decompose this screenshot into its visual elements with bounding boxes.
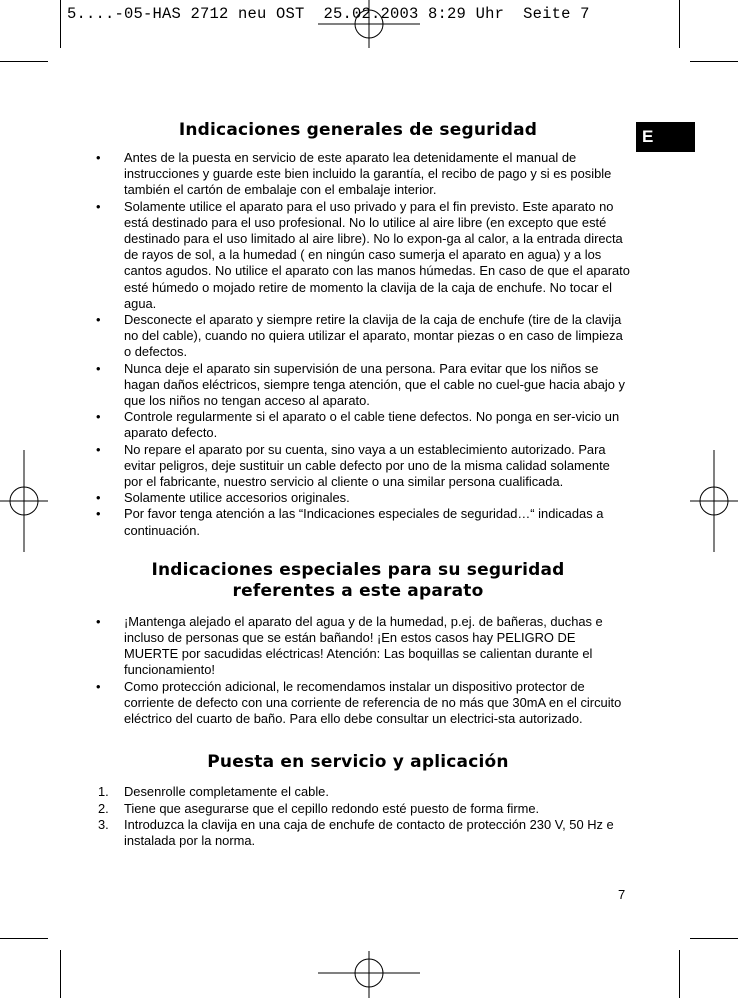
list-item: • Desconecte el aparato y siempre retire la clavija de la caja de enchufe (tire de la clavija no del cable), cuando no quiera utilizar el aparato, montar piezas o en caso de limpieza o defectos. bbox=[84, 312, 632, 361]
page-number: 7 bbox=[618, 887, 626, 902]
operation-steps-list bbox=[84, 784, 632, 849]
list-item: • Controle regularmente si el aparato o el cable tiene defectos. No ponga en ser-vicio un aparato defecto. bbox=[84, 409, 632, 441]
list-item bbox=[84, 784, 632, 800]
list-item: • Como protección adicional, le recomendamos instalar un dispositivo protector de corriente de defecto con una corriente de referencia de no más que 30mA en el circuito eléctrico del cuarto de baño. Para ello debe consultar un electrici-sta autorizado. bbox=[84, 679, 632, 728]
step-text: Tiene que asegurarse que el cepillo redondo esté puesto de forma firme. bbox=[124, 800, 540, 816]
section-title-line: referentes a este aparato bbox=[232, 580, 484, 601]
crop-mark-top-right-vertical bbox=[679, 0, 680, 48]
step-number: 1. bbox=[98, 784, 109, 800]
list-item: • Solamente utilice el aparato para el uso privado y para el fin previsto. Este aparato no está destinado para el uso profesional. No lo utilice al aire libre (en excepto que esté destinado para el uso limitado al aire libre). No lo expon-ga al calor, a la entrada directa de rayos de sol, a la humedad ( en ningún caso sumerja el aparato en agua) y a los cantos agudos. No utilice el aparato con las manos húmedas. En caso de que el aparato esté húmedo o mojado retire de momento la clavija de la caja de enchufe. No tocar el agua. bbox=[84, 199, 632, 312]
section-title-line: Indicaciones especiales para su seguridad bbox=[151, 559, 565, 580]
general-safety-list bbox=[84, 150, 632, 539]
crop-mark-bottom-left-vertical bbox=[60, 950, 61, 998]
special-safety-list bbox=[84, 614, 632, 727]
main-content bbox=[84, 120, 632, 849]
list-item: • No repare el aparato por su cuenta, sino vaya a un establecimiento autorizado. Para evitar peligros, deje sustituir un cable defecto por uno de la misma calidad solamente por el fabricante, nuestro servicio al cliente o una similar persona cualificada. bbox=[84, 442, 632, 491]
list-item: • ¡Mantenga alejado el aparato del agua y de la humedad, p.ej. de bañeras, duchas e incluso de personas que se están bañando! ¡En estos casos hay PELIGRO DE MUERTE por sacudidas eléctricas! Atención: Las boquillas se calientan durante el funcionamiento! bbox=[84, 614, 632, 679]
list-item: • Nunca deje el aparato sin supervisión de una persona. Para evitar que los niños se hagan daños eléctricos, siempre tenga atención, que el cable no cuel-gue hacia abajo y que los niños no tengan acceso al aparato. bbox=[84, 361, 632, 410]
crop-mark-bottom-left-horizontal bbox=[0, 938, 48, 939]
list-item bbox=[84, 817, 632, 849]
registration-mark-top-icon bbox=[318, 0, 420, 48]
list-item: • Antes de la puesta en servicio de este aparato lea detenidamente el manual de instrucciones y guarde este bien incluido la garantía, el recibo de pago y si es posible también el cartón de embalaje con el embalaje interior. bbox=[84, 150, 632, 199]
section-title-general-safety: Indicaciones generales de seguridad bbox=[178, 120, 538, 140]
step-number: 3. bbox=[98, 816, 109, 832]
crop-mark-top-right-horizontal bbox=[690, 61, 738, 62]
language-tab: E bbox=[636, 122, 695, 152]
print-header-line: 5....-05-HAS 2712 neu OST 25.02.2003 8:29 Uhr Seite 7 bbox=[67, 5, 590, 23]
step-number: 2. bbox=[98, 800, 109, 816]
crop-mark-bottom-right-vertical bbox=[679, 950, 680, 998]
crop-mark-bottom-right-horizontal bbox=[690, 938, 738, 939]
step-text: Introduzca la clavija en una caja de enchufe de contacto de protección 230 V, 50 Hz e instalada por la norma. bbox=[124, 816, 614, 848]
list-item: • Solamente utilice accesorios originales. bbox=[84, 490, 632, 506]
list-item bbox=[84, 801, 632, 817]
crop-mark-top-left-horizontal bbox=[0, 61, 48, 62]
section-title-special-safety bbox=[84, 560, 632, 602]
crop-mark-top-left-vertical bbox=[60, 0, 61, 48]
registration-mark-bottom-icon bbox=[318, 951, 420, 998]
step-text: Desenrolle completamente el cable. bbox=[124, 784, 329, 800]
registration-mark-left-icon bbox=[0, 450, 48, 552]
registration-mark-right-icon bbox=[690, 450, 738, 552]
section-title-operation: Puesta en servicio y aplicación bbox=[207, 752, 509, 773]
list-item: • Por favor tenga atención a las “Indicaciones especiales de seguridad…“ indicadas a continuación. bbox=[84, 506, 632, 538]
